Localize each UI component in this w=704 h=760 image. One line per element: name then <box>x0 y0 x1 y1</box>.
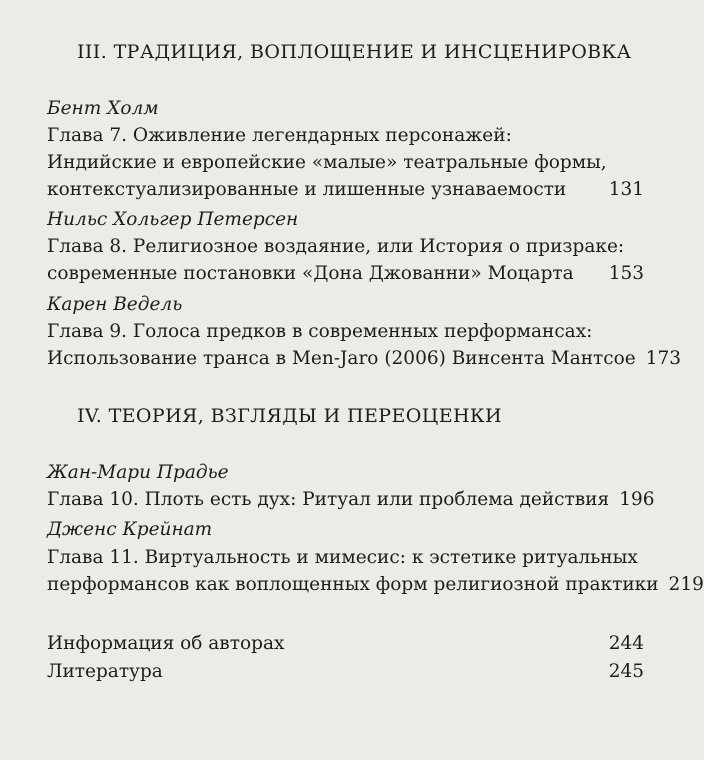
page-number: 153 <box>608 263 644 284</box>
page-number: 244 <box>608 633 644 654</box>
back-matter-literature <box>47 661 644 682</box>
page-number: 219 <box>668 574 704 595</box>
entry-title-line: современные постановки «Дона Джованни» Моцарта <box>47 263 574 284</box>
entry-last-line-row <box>47 263 644 284</box>
entry-title-line: Глава 10. Плоть есть дух: Ритуал или проблема действия <box>47 489 610 510</box>
section-title-iii: III. ТРАДИЦИЯ, ВОПЛОЩЕНИЕ И ИНСЦЕНИРОВКА <box>77 41 632 63</box>
entry-title-line: Использование транса в Men-Jaro (2006) Винсента Мантсое <box>47 348 636 369</box>
page-number: 173 <box>645 348 682 369</box>
entry-author: Бент Холм <box>47 98 159 119</box>
entry-title-line: Индийские и европейские «малые» театральные формы, <box>47 152 607 173</box>
entry-author: Нильс Хольгер Петерсен <box>47 209 299 230</box>
entry-title-line: контекстуализированные и лишенные узнаваемости <box>47 179 567 200</box>
section-title-iv: IV. ТЕОРИЯ, ВЗГЛЯДЫ И ПЕРЕОЦЕНКИ <box>77 405 503 427</box>
entry-last-line-row <box>47 179 644 200</box>
entry-title-line: Глава 8. Религиозное воздаяние, или История о призраке: <box>47 236 625 257</box>
entry-last-line-row <box>47 489 655 510</box>
bleed-through-decoration: ⠀ <box>530 205 547 230</box>
entry-title-line: перформансов как воплощенных форм религиозной практики <box>47 574 659 595</box>
back-matter-label: Литература <box>47 661 163 682</box>
entry-author: Карен Ведель <box>47 294 183 315</box>
back-matter-label: Информация об авторах <box>47 633 285 654</box>
page-number: 245 <box>608 661 644 682</box>
entry-author: Дженс Крейнат <box>47 519 213 540</box>
entry-last-line-row <box>47 574 704 595</box>
entry-title-line: Глава 9. Голоса предков в современных перформансах: <box>47 321 593 342</box>
entry-author: Жан-Мари Прадье <box>47 462 229 483</box>
entry-last-line-row <box>47 348 682 369</box>
page-number: 196 <box>619 489 655 510</box>
entry-title-line: Глава 11. Виртуальность и мимесис: к эстетике ритуальных <box>47 547 638 568</box>
page-number: 131 <box>608 179 644 200</box>
entry-title-line: Глава 7. Оживление легендарных персонажей: <box>47 125 512 146</box>
back-matter-authors-info <box>47 633 644 654</box>
